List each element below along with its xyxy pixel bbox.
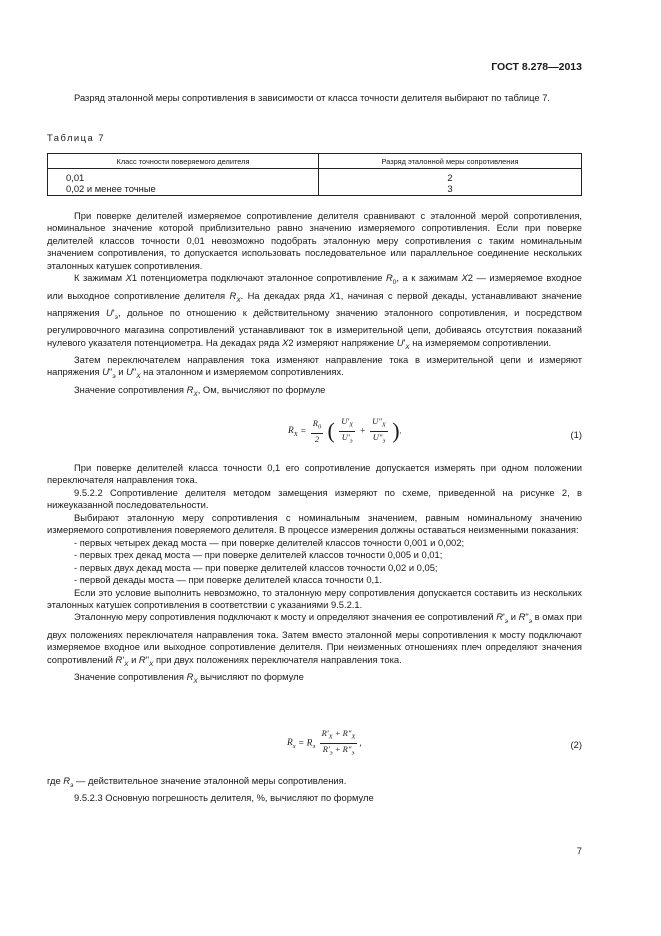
list-item: - первых трех декад моста — при поверке делителей классов точности 0,005 и 0,01; — [74, 549, 443, 561]
paragraph: 9.5.2.2 Сопротивление делителя методом замещения измеряют по схеме, приведенной на рисунке 2, в нижеуказанной последовательности. — [47, 486, 582, 511]
paragraph-formula2-intro: Значение сопротивления $R_X$ вычисляют по формуле — [74, 671, 304, 685]
paragraph: При поверке делителей измеряемое сопротивление делителя сравнивают с эталонной мерой сопротивления, номинальное значение которой приблизительно равно значению измеряемого сопротивления. Если при поверке делителей классов точности 0,01 невозможно подобрать эталонную меру сопротивления с таким номинальным значением сопротивления, то допускается использовать последовательное или параллельное соединение нескольких эталонных катушек сопротивления. — [47, 210, 582, 271]
intro-text: Разряд эталонной меры сопротивления в зависимости от класса точности делителя выбирают по таблице 7. — [74, 92, 551, 103]
paragraph-switch: Затем переключателем направления тока изменяют направление тока в измерительной цепи и измеряют напряжения $U"_э$ и $U"_X$ на эталонном и измеряемом сопротивлениях. — [47, 354, 582, 381]
table-cell: 0,01 — [48, 169, 319, 184]
paragraph-where: где $R_э$ — действительное значение эталонной меры сопротивления. — [47, 775, 347, 789]
paragraph-terminals: К зажимам X1 потенциометра подключают эталонное сопротивление $R_0$, а к зажимам X2 — измеряемое входное или выходное сопротивление делителя $R_X$. На декадах ряда X1, начиная с первой декады, устанавливают значение напряжения $U'_э$, дольное по отношению к действительному значению эталонного сопротивления, и посредством регулировочного магазина сопротивлений устанавливают ток в измерительной цепи, добиваясь отсутствия показаний нулевого указателя потенциометра. На декадах ряда X2 измеряют напряжение $U'_X$ на измеряемом сопротивлении. — [47, 272, 583, 351]
body-block-3 — [47, 775, 582, 805]
table-cell: 0,02 и менее точные — [48, 184, 319, 196]
body-block-2 — [47, 462, 582, 688]
table-row — [48, 184, 582, 196]
table-header-rank: Разряд эталонной меры сопротивления — [319, 154, 582, 169]
page-number: 7 — [576, 845, 582, 856]
paragraph: При поверке делителей класса точности 0,1 его сопротивление допускается измерять при одном положении переключателя направления тока. — [47, 462, 582, 486]
list-item: - первых двух декад моста — при поверке делителей классов точности 0,02 и 0,05; — [74, 561, 438, 573]
table-row — [48, 169, 582, 184]
formula-2-number: (2) — [570, 739, 582, 750]
formula-1-number: (1) — [570, 429, 582, 440]
paragraph-bridge: Эталонную меру сопротивления подключают к мосту и определяют значения ее сопротивлений $R'_э$ и $R"_э$ в омах при двух положениях переключателя направления тока. Затем вместо эталонной меры сопротивления к мосту подключают измеряемое входное или выходное сопротивление делителя. При неизменных отношениях плеч определяют значения сопротивлений $R'_X$ и $R"_X$ при двух положениях переключателя направления тока. — [47, 611, 582, 668]
table-cell: 3 — [319, 184, 582, 196]
table-7 — [47, 153, 582, 196]
paragraph: 9.5.2.3 Основную погрешность делителя, %, вычисляют по формуле — [74, 792, 374, 804]
table-header-class: Класс точности поверяемого делителя — [48, 154, 319, 169]
table-caption: Таблица 7 — [47, 132, 106, 143]
list-item: - первой декады моста — при поверке делителей класса точности 0,1. — [74, 574, 382, 586]
list-item: - первых четырех декад моста — при поверке делителей классов точности 0,001 и 0,002; — [74, 536, 465, 548]
standard-header: ГОСТ 8.278—2013 — [491, 61, 582, 73]
table-cell: 2 — [319, 169, 582, 184]
intro-paragraph — [47, 92, 582, 104]
formula-2: $R_x = R_э$ $\frac{R'_X + R"_X}{R'_э + R"_э}$ , — [287, 728, 362, 757]
body-block-1 — [47, 210, 582, 401]
formula-1: $R_X$ = $\frac{R_0}{2}$ ( $\frac{U'_X}{U'_э}$ + $\frac{U"_X}{U"_э}$ ). — [288, 416, 402, 445]
paragraph: Если это условие выполнить невозможно, то эталонную меру сопротивления допускается составить из нескольких эталонных катушек сопротивления в соответствии с указаниями 9.5.2.1. — [47, 586, 582, 610]
paragraph: Выбирают эталонную меру сопротивления с номинальным значением, равным номинальному значению измеряемого сопротивления поверяемого делителя. В процессе измерения должны оставаться неизменными показания: — [47, 511, 582, 536]
paragraph-formula1-intro: Значение сопротивления $R_X$, Ом, вычисляют по формуле — [74, 383, 326, 398]
